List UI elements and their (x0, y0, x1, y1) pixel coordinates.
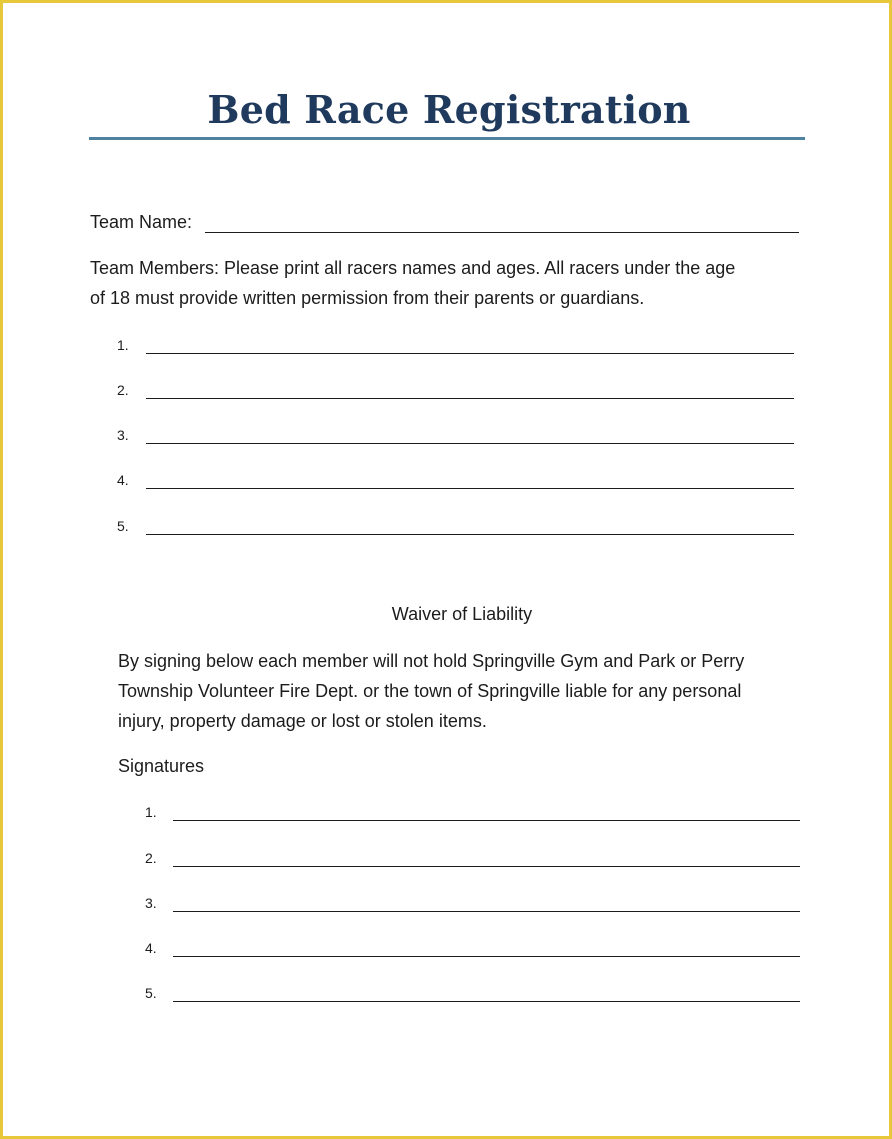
team-members-instructions-line-2: of 18 must provide written permission from their parents or guardians. (90, 288, 645, 308)
member-number: 1. (117, 337, 129, 353)
member-number: 3. (117, 427, 129, 443)
team-name-field[interactable] (205, 232, 799, 233)
member-field-1[interactable] (146, 353, 794, 354)
member-field-5[interactable] (146, 534, 794, 535)
member-field-2[interactable] (146, 398, 794, 399)
signatures-label: Signatures (118, 756, 205, 776)
waiver-text-line-2: Township Volunteer Fire Dept. or the town of Springville liable for any personal (118, 681, 742, 701)
member-field-4[interactable] (146, 488, 794, 489)
waiver-text-line-1: By signing below each member will not hold Springville Gym and Park or Perry (118, 651, 745, 671)
team-name-label: Team Name: (90, 212, 193, 232)
signature-number: 3. (145, 895, 157, 911)
signature-number: 4. (145, 940, 157, 956)
signature-field-3[interactable] (173, 911, 800, 912)
signature-number: 5. (145, 985, 157, 1001)
signature-field-2[interactable] (173, 866, 800, 867)
page-title: Bed Race Registration (207, 87, 691, 132)
signature-field-1[interactable] (173, 820, 800, 821)
member-number: 2. (117, 382, 129, 398)
title-divider (89, 137, 805, 140)
member-number: 5. (117, 518, 129, 534)
waiver-heading: Waiver of Liability (391, 604, 533, 624)
signature-field-4[interactable] (173, 956, 800, 957)
member-field-3[interactable] (146, 443, 794, 444)
member-number: 4. (117, 472, 129, 488)
signature-field-5[interactable] (173, 1001, 800, 1002)
waiver-text-line-3: injury, property damage or lost or stolen items. (118, 711, 487, 731)
signature-number: 1. (145, 804, 157, 820)
signature-number: 2. (145, 850, 157, 866)
team-members-instructions-line-1: Team Members: Please print all racers names and ages. All racers under the age (90, 258, 736, 278)
